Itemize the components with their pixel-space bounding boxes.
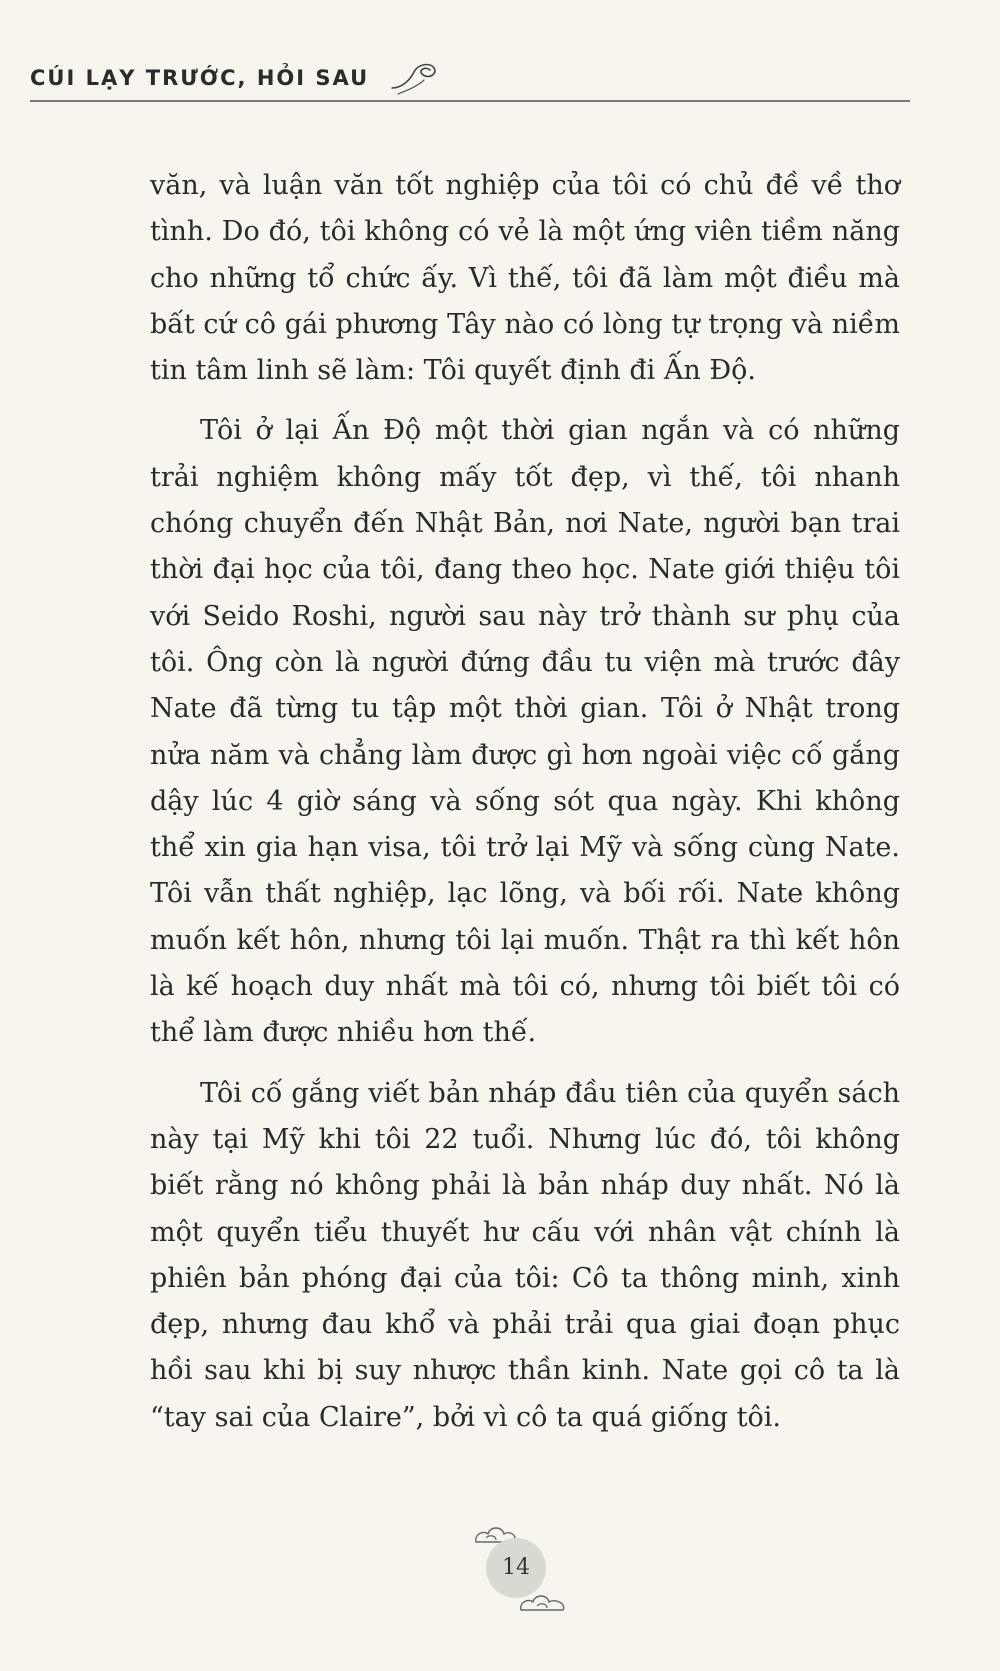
paragraph-2: Tôi ở lại Ấn Độ một thời gian ngắn và có những trải nghiệm không mấy tốt đẹp, vì thế, tôi nhanh chóng chuyển đến Nhật Bản, nơi Nate, người bạn trai thời đại học của tôi, đang theo học. Nate giới thiệu tôi với Seido Roshi, người sau này trở thành sư phụ của tôi. Ông còn là người đứng đầu tu viện mà trước đây Nate đã từng tu tập một thời gian. Tôi ở Nhật trong nửa năm và chẳng làm được gì hơn ngoài việc cố gắng dậy lúc 4 giờ sáng và sống sót qua ngày. Khi không thể xin gia hạn visa, tôi trở lại Mỹ và sống cùng Nate. Tôi vẫn thất nghiệp, lạc lõng, và bối rối. Nate không muốn kết hôn, nhưng tôi lại muốn. Thật ra thì kết hôn là kế hoạch duy nhất mà tôi có, nhưng tôi biết tôi có thể làm được nhiều hơn thế. xyxy=(150,415,900,1049)
swirl-ornament-icon xyxy=(388,58,448,98)
cloud-ornament-icon xyxy=(517,1588,571,1618)
header-divider xyxy=(30,100,910,102)
paragraph-1: văn, và luận văn tốt nghiệp của tôi có chủ đề về thơ tình. Do đó, tôi không có vẻ là một ứng viên tiềm năng cho những tổ chức ấy. Vì thế, tôi đã làm một điều mà bất cứ cô gái phương Tây nào có lòng tự trọng và niềm tin tâm linh sẽ làm: Tôi quyết định đi Ấn Độ. xyxy=(150,170,900,387)
running-header xyxy=(30,58,910,98)
paragraph-3: Tôi cố gắng viết bản nháp đầu tiên của quyển sách này tại Mỹ khi tôi 22 tuổi. Nhưng lúc đó, tôi không biết rằng nó không phải là bản nháp duy nhất. Nó là một quyển tiểu thuyết hư cấu với nhân vật chính là phiên bản phóng đại của tôi: Cô ta thông minh, xinh đẹp, nhưng đau khổ và phải trải qua giai đoạn phục hồi sau khi bị suy nhược thần kinh. Nate gọi cô ta là “tay sai của Claire”, bởi vì cô ta quá giống tôi. xyxy=(150,1077,900,1433)
running-header-title: CÚI LẠY TRƯỚC, HỎI SAU xyxy=(30,66,370,90)
page-footer xyxy=(472,1520,572,1620)
body-text xyxy=(150,163,900,1455)
page-number: 14 xyxy=(502,1555,530,1580)
